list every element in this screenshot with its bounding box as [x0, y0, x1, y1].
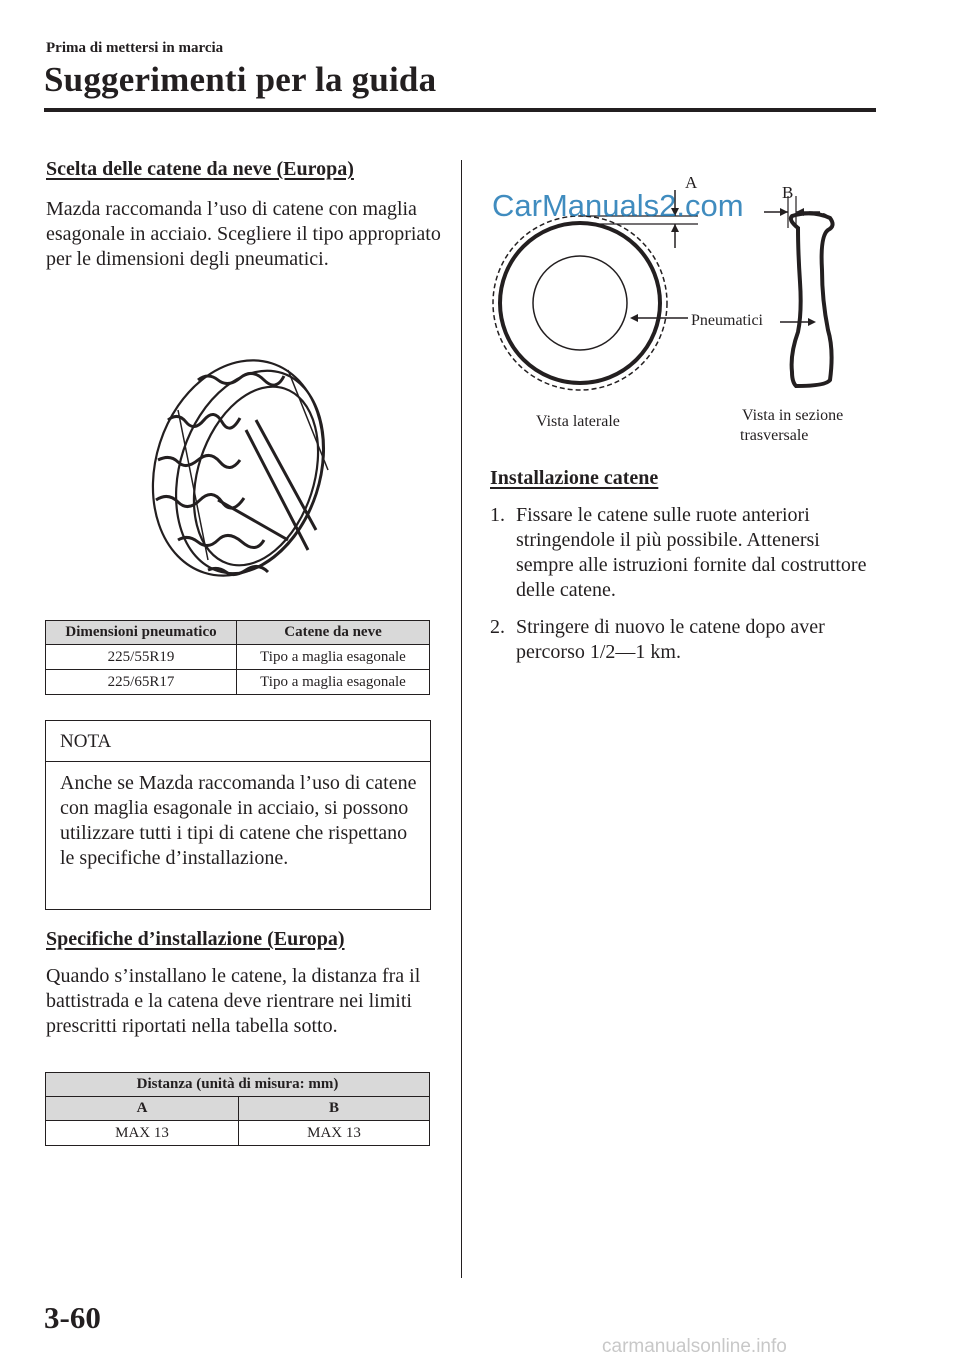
install-spec-heading: Specifiche d’installazione (Europa) [46, 928, 345, 950]
table-cell: Tipo a maglia esagonale [237, 670, 430, 695]
watermark-bottom: carmanualsonline.info [602, 1336, 787, 1357]
chains-table-header-type: Catene da neve [237, 621, 430, 645]
table-cell: 225/55R19 [46, 645, 237, 670]
title-rule [44, 108, 876, 112]
section-label: Prima di mettersi in marcia [46, 40, 224, 56]
diagram-label-tyres: Pneumatici [691, 312, 763, 329]
note-title: NOTA [60, 731, 112, 752]
diagram-label-section-line1: Vista in sezione [742, 407, 844, 424]
distance-table-header-b: B [239, 1097, 430, 1121]
table-cell: MAX 13 [46, 1121, 239, 1146]
chains-heading: Scelta delle catene da neve (Europa) [46, 158, 354, 180]
chains-table-header-size: Dimensioni pneumatico [46, 621, 237, 645]
table-cell: MAX 13 [239, 1121, 430, 1146]
table-row [46, 1121, 430, 1146]
step-number: 1. [490, 504, 505, 526]
table-row [46, 645, 430, 670]
chains-table [45, 620, 430, 695]
diagram-label-b: B [782, 183, 794, 202]
list-item [490, 503, 875, 603]
watermark-top: CarManuals2.com [492, 188, 744, 223]
table-cell: Tipo a maglia esagonale [237, 645, 430, 670]
step-number: 2. [490, 616, 505, 638]
note-header [46, 721, 430, 762]
distance-table-title: Distanza (unità di misura: mm) [46, 1073, 430, 1097]
chapter-title: Suggerimenti per la guida [44, 60, 437, 99]
step-text: Stringere di nuovo le catene dopo aver percorso 1/2—1 km. [516, 616, 825, 663]
distance-table [45, 1072, 430, 1146]
snow-chain-illustration [138, 350, 343, 582]
tyre-outline [500, 223, 660, 383]
distance-table-header-a: A [46, 1097, 239, 1121]
table-row [46, 670, 430, 695]
column-divider [461, 160, 462, 1278]
page-number: 3-60 [44, 1300, 101, 1335]
chain-outline [493, 216, 667, 390]
list-item [490, 615, 875, 665]
install-steps [490, 503, 875, 677]
chains-paragraph: Mazda raccomanda l’uso di catene con maglia esagonale in acciaio. Scegliere il tipo appropriato per le dimensioni degli pneumatici. [46, 198, 441, 270]
rim-outline [533, 256, 627, 350]
diagram-label-section-line2: trasversale [740, 427, 809, 444]
note-text: Anche se Mazda raccomanda l’uso di catene con maglia esagonale in acciaio, si possono utilizzare tutti i tipi di catene che rispettano le specifiche d’installazione. [60, 772, 417, 869]
install-spec-paragraph: Quando s’installano le catene, la distanza fra il battistrada e la catena deve rientrare nei limiti prescritti riportati nella tabella sotto. [46, 965, 421, 1037]
diagram-label-a: A [685, 173, 698, 192]
step-text: Fissare le catene sulle ruote anteriori stringendole il più possibile. Attenersi sempre alle istruzioni fornite dal costruttore delle catene. [516, 504, 867, 601]
install-heading: Installazione catene [490, 467, 659, 489]
table-cell: 225/65R17 [46, 670, 237, 695]
tyre-section-outline [791, 213, 833, 386]
diagram-label-side-view: Vista laterale [536, 413, 620, 430]
note-box [45, 720, 431, 910]
